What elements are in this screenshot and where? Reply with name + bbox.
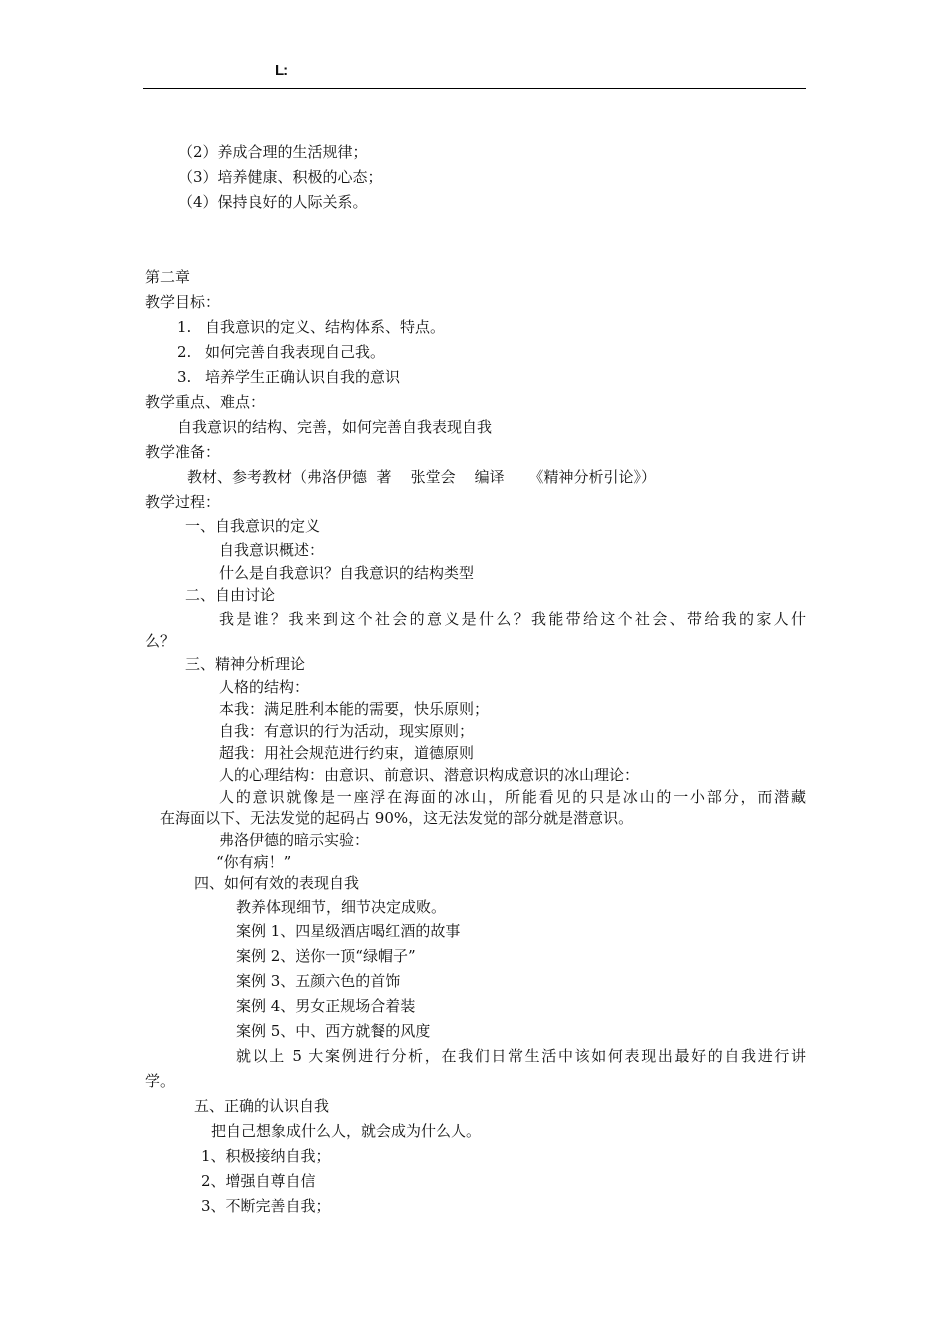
paragraph-line: 我是谁？我来到这个社会的意义是什么？我能带给这个社会、带给我的家人什 bbox=[219, 610, 806, 628]
section-line: 本我：满足胜利本能的需要，快乐原则； bbox=[219, 700, 490, 718]
goal-number: 1. bbox=[177, 318, 192, 336]
section-title: 五、正确的认识自我 bbox=[194, 1097, 330, 1115]
goal-number: 3. bbox=[177, 368, 192, 386]
header-rule bbox=[143, 88, 806, 89]
goal-text: 培养学生正确认识自我的意识 bbox=[205, 368, 401, 386]
focus-heading: 教学重点、难点： bbox=[145, 393, 266, 411]
paragraph-line: 在海面以下、无法发觉的起码占 90%，这无法发觉的部分就是潜意识。 bbox=[160, 809, 634, 827]
section-line: 自我意识概述： bbox=[219, 541, 325, 559]
section-line: 什么是自我意识？自我意识的结构类型 bbox=[219, 564, 475, 582]
section-title: 二、自由讨论 bbox=[185, 586, 276, 604]
paragraph-line: 就以上 5 大案例进行分析，在我们日常生活中该如何表现出最好的自我进行讲 bbox=[236, 1047, 806, 1065]
chapter-title: 第二章 bbox=[145, 268, 191, 286]
process-heading: 教学过程： bbox=[145, 493, 221, 511]
section-line: 弗洛伊德的暗示实验： bbox=[219, 831, 370, 849]
section-line: 人格的结构： bbox=[219, 678, 310, 696]
case-item: 案例 2、送你一顶“绿帽子” bbox=[236, 947, 416, 965]
paragraph-line: 学。 bbox=[145, 1072, 176, 1090]
goal-text: 如何完善自我表现自己我。 bbox=[205, 343, 386, 361]
section-line: 教养体现细节，细节决定成败。 bbox=[236, 898, 447, 916]
section-title: 三、精神分析理论 bbox=[185, 655, 306, 673]
list-item: 1、积极接纳自我； bbox=[201, 1147, 331, 1165]
list-item: 2、增强自尊自信 bbox=[201, 1172, 316, 1190]
top-list-item: （4）保持良好的人际关系。 bbox=[178, 193, 368, 211]
case-item: 案例 5、中、西方就餐的风度 bbox=[236, 1022, 431, 1040]
goals-heading: 教学目标： bbox=[145, 293, 221, 311]
list-item: 3、不断完善自我； bbox=[201, 1197, 331, 1215]
section-line: 人的心理结构：由意识、前意识、潜意识构成意识的冰山理论： bbox=[219, 766, 640, 784]
goal-number: 2. bbox=[177, 343, 192, 361]
quote-line: “你有病！” bbox=[216, 853, 292, 871]
focus-text: 自我意识的结构、完善，如何完善自我表现自我 bbox=[177, 418, 493, 436]
prep-heading: 教学准备： bbox=[145, 443, 221, 461]
section-line: 把自己想象成什么人，就会成为什么人。 bbox=[211, 1122, 482, 1140]
goal-text: 自我意识的定义、结构体系、特点。 bbox=[205, 318, 446, 336]
header-mark: L: bbox=[275, 62, 288, 79]
top-list-item: （3）培养健康、积极的心态； bbox=[178, 168, 383, 186]
section-line: 超我：用社会规范进行约束，道德原则 bbox=[219, 744, 475, 762]
case-item: 案例 3、五颜六色的首饰 bbox=[236, 972, 401, 990]
top-list-item: （2）养成合理的生活规律； bbox=[178, 143, 368, 161]
section-line: 自我：有意识的行为活动，现实原则； bbox=[219, 722, 475, 740]
case-item: 案例 4、男女正规场合着装 bbox=[236, 997, 416, 1015]
section-title: 一、自我意识的定义 bbox=[185, 517, 321, 535]
paragraph-line: 么？ bbox=[145, 632, 176, 650]
paragraph-line: 人的意识就像是一座浮在海面的冰山，所能看见的只是冰山的一小部分，而潜藏 bbox=[219, 788, 806, 806]
prep-text: 教材、参考教材（弗洛伊德 著 张堂会 编译 《精神分析引论》） bbox=[187, 468, 657, 486]
section-title: 四、如何有效的表现自我 bbox=[194, 874, 360, 892]
case-item: 案例 1、四星级酒店喝红酒的故事 bbox=[236, 922, 461, 940]
